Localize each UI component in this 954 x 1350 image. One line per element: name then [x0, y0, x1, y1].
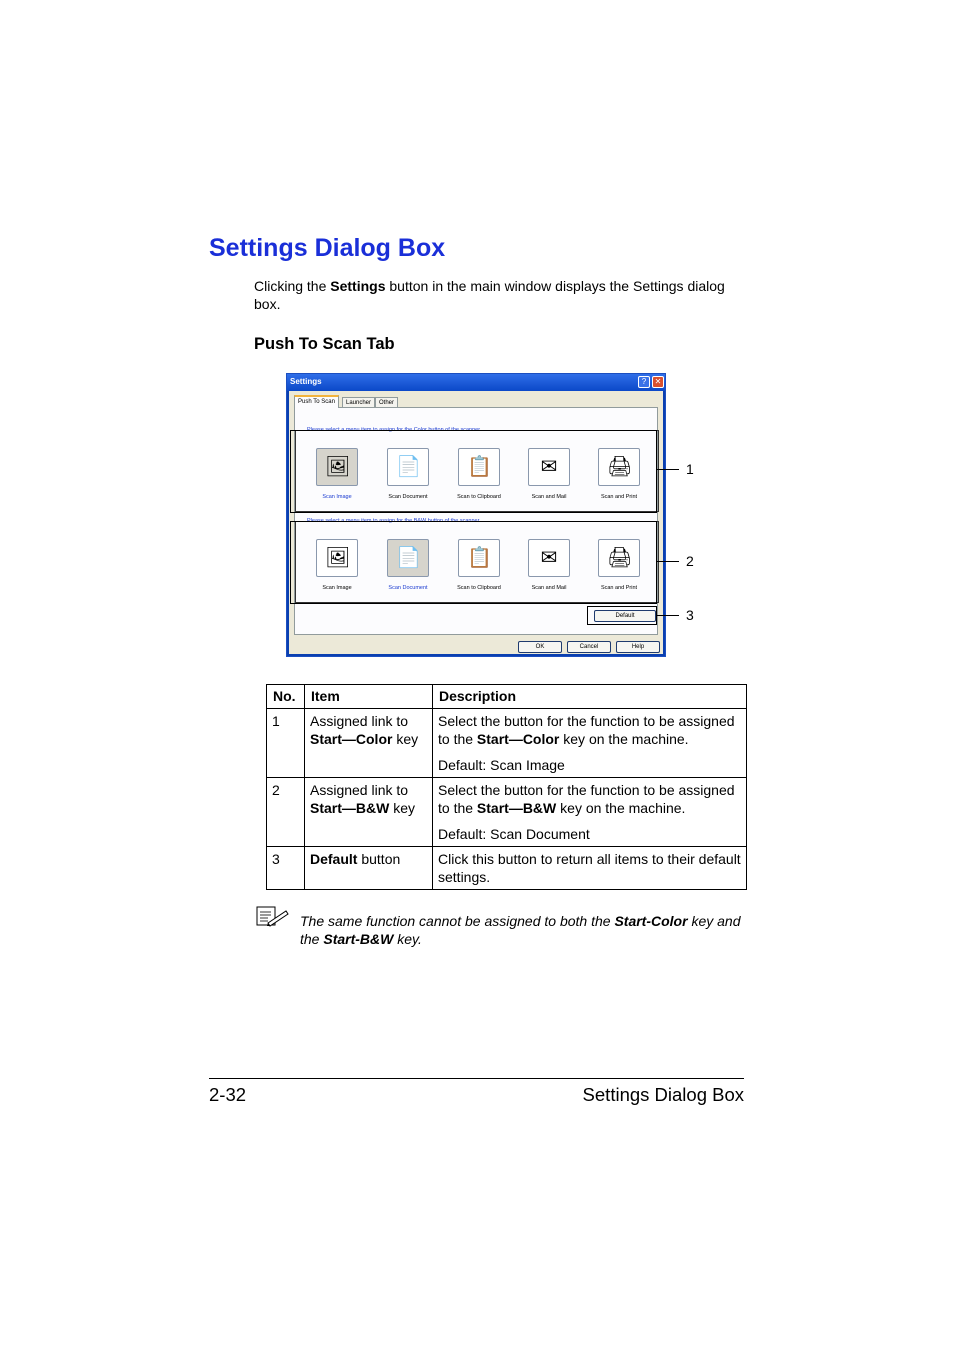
footer-section: Settings Dialog Box: [582, 1084, 744, 1105]
row-no: 2: [267, 778, 305, 847]
tab-launcher[interactable]: Launcher: [342, 397, 375, 408]
help-button[interactable]: Help: [616, 641, 660, 653]
table-row: [267, 778, 747, 847]
default-button[interactable]: Default: [594, 610, 656, 622]
color-item-label: Scan and Mail: [531, 494, 567, 500]
scan-to-clipboard-icon: 📋: [467, 456, 492, 478]
header-description: Description: [433, 685, 747, 709]
item-text-end: key: [389, 800, 416, 816]
bw-item-label: Scan and Print: [600, 585, 638, 591]
scan-and-mail-icon: ✉: [540, 456, 558, 478]
table-header-row: [267, 685, 747, 709]
page-number: 2-32: [209, 1084, 247, 1105]
row-no: 1: [267, 709, 305, 778]
desc-text: Click this button to return all items to their default settings.: [438, 851, 741, 885]
close-icon[interactable]: ✕: [652, 376, 664, 388]
table-row: [267, 709, 747, 778]
color-item-label: Scan Document: [388, 494, 428, 500]
table-row: [267, 847, 747, 890]
note-part: The same function cannot be assigned to both the: [300, 913, 615, 929]
desc-default: Default: Scan Document: [438, 826, 590, 842]
intro-bold: Settings: [330, 278, 386, 294]
bw-item-label: Scan to Clipboard: [457, 585, 501, 591]
bw-item-label: Scan Document: [388, 585, 428, 591]
help-icon[interactable]: ?: [638, 376, 650, 388]
item-bold: Start—B&W: [310, 800, 390, 816]
note-bold: Start-Color: [614, 913, 688, 929]
intro-text: Clicking the: [254, 278, 331, 294]
page-heading: Settings Dialog Box: [209, 234, 446, 262]
desc-bold: Start—B&W: [476, 800, 557, 816]
scan-document-icon: 📄: [396, 456, 421, 478]
color-group-label: Please select a menu item to assign for the Color button of the scanner.: [307, 427, 482, 433]
callout-number-1: 1: [686, 461, 694, 477]
bw-group-label: Please select a menu item to assign for the B&W button of the scanner.: [307, 518, 481, 524]
callout-line-2: [657, 561, 679, 562]
desc-text: Select the button for the function to be assigned to the: [438, 713, 735, 747]
row-item: [305, 778, 433, 847]
callout-line-1: [657, 469, 679, 470]
color-item-label: Scan to Clipboard: [457, 494, 501, 500]
item-text-end: key: [392, 731, 419, 747]
tab-push-to-scan[interactable]: Push To Scan: [294, 395, 339, 408]
row-item: [305, 709, 433, 778]
item-text: Assigned link to: [310, 782, 409, 798]
scan-image-icon: 🖼: [325, 456, 351, 478]
color-item-label: Scan and Print: [600, 494, 638, 500]
dialog-titlebar: [287, 374, 665, 391]
desc-text: Select the button for the function to be assigned to the: [438, 782, 735, 816]
row-description: [433, 709, 747, 778]
header-item: Item: [305, 685, 433, 709]
callout-box-1: [290, 430, 657, 513]
bw-item-label: Scan and Mail: [531, 585, 567, 591]
scan-and-mail-icon: ✉: [540, 547, 558, 569]
callout-line-3: [657, 615, 679, 616]
ok-button[interactable]: OK: [518, 641, 562, 653]
scan-and-print-icon: 🖨: [607, 456, 633, 478]
dialog-title: Settings: [290, 377, 322, 386]
note-part: key.: [393, 931, 422, 947]
footer-rule: [209, 1078, 744, 1079]
item-bold: Default: [310, 851, 358, 867]
tab-other[interactable]: Other: [375, 397, 398, 408]
intro-paragraph: [254, 277, 746, 313]
color-item-label: Scan Image: [322, 494, 352, 500]
note-text: [300, 912, 746, 948]
desc-bold: Start—Color: [476, 731, 560, 747]
item-bold: Start—Color: [310, 731, 393, 747]
note-bold: Start-B&W: [323, 931, 394, 947]
item-text-end: button: [357, 851, 401, 867]
note-pencil-icon: [256, 904, 290, 928]
desc-default: Default: Scan Image: [438, 757, 565, 773]
intro-text-end: button in the main window displays the Settings dialog box.: [254, 278, 725, 312]
desc-text-end: key on the machine.: [556, 800, 686, 816]
row-no: 3: [267, 847, 305, 890]
cancel-button[interactable]: Cancel: [567, 641, 611, 653]
scan-and-print-icon: 🖨: [607, 547, 633, 569]
callout-number-3: 3: [686, 607, 694, 623]
scan-document-icon: 📄: [396, 547, 421, 569]
desc-text-end: key on the machine.: [559, 731, 689, 747]
scan-image-icon: 🖼: [325, 547, 351, 569]
item-text: Assigned link to: [310, 713, 409, 729]
row-description: [433, 778, 747, 847]
section-heading: Push To Scan Tab: [254, 335, 395, 353]
row-item: [305, 847, 433, 890]
scan-to-clipboard-icon: 📋: [467, 547, 492, 569]
row-description: [433, 847, 747, 890]
callout-box-3: [587, 606, 657, 625]
callout-number-2: 2: [686, 553, 694, 569]
note-part: key and the: [300, 913, 741, 947]
bw-item-label: Scan Image: [322, 585, 352, 591]
callout-box-2: [290, 521, 657, 604]
description-table: [266, 684, 747, 890]
header-no: No.: [267, 685, 305, 709]
